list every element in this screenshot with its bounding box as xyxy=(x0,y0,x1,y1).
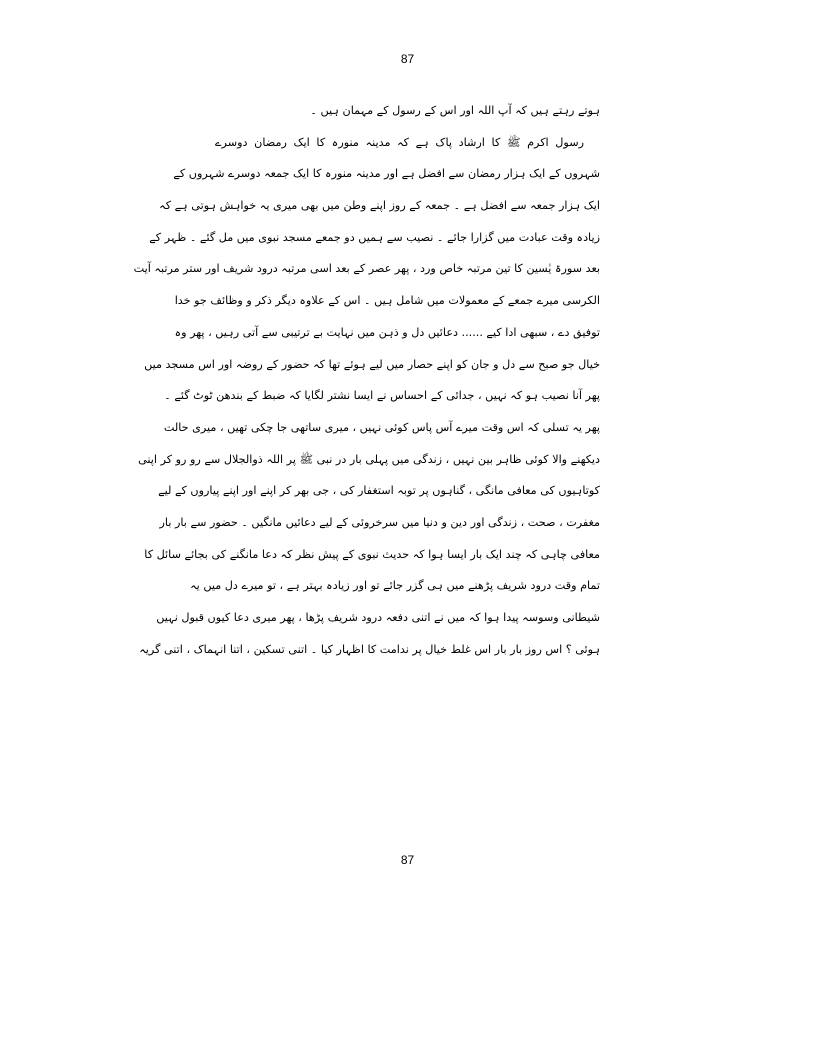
page-number-bottom: 87 xyxy=(400,853,415,867)
text-line: خیال جو صبح سے دل و جان کو اپنے حصار میں لیے ہوئے تھا کہ حضور کے روضہ اور اس مسجد میں xyxy=(144,357,600,371)
text-line: زیادہ وقت عبادت میں گزارا جائے ۔ نصیب سے ہمیں دو جمعے مسجد نبوی میں مل گئے ۔ ظہر کے xyxy=(149,230,600,244)
text-line: کوتاہیوں کی معافی مانگی ، گناہوں پر توبہ استغفار کی ، جی بھر کر اپنے اور اپنے پیاروں کے لیے xyxy=(158,484,600,498)
text-line: شہروں کے ایک ہزار رمضان سے افضل ہے اور مدینہ منورہ کا ایک جمعہ دوسرے شہروں کے xyxy=(173,167,600,181)
text-line: مغفرت ، صحت ، زندگی اور دین و دنیا میں سرخروئی کے لیے دعائیں مانگیں ۔ حضور سے بار بار xyxy=(159,515,600,529)
text-line: پھر آنا نصیب ہو کہ نہیں ، جدائی کے احساس نے ایسا نشتر لگایا کہ ضبط کے بندھن ٹوٹ گئے ۔ xyxy=(164,389,600,403)
text-line: تمام وقت درود شریف پڑھنے میں ہی گزر جائے تو اور زیادہ بہتر ہے ، تو میرے دل میں یہ xyxy=(190,579,600,593)
text-line: دیکھنے والا کوئی ظاہر بین نہیں ، زندگی میں پہلی بار در نبی ﷺ پر اللہ ذوالجلال سے رو رو کر اپنی xyxy=(138,452,600,466)
text-line: الکرسی میرے جمعے کے معمولات میں شامل ہیں ۔ اس کے علاوہ دیگر ذکر و وظائف جو خدا xyxy=(174,294,600,308)
text-line: بعد سورۃ یٰسین کا تین مرتبہ خاص ورد ، پھر عصر کے بعد اسی مرتبہ درود شریف اور ستر مرتبہ آیت xyxy=(133,262,600,276)
text-line: توفیق دے ، سبھی ادا کیے ...... دعائیں دل و ذہن میں نہایت بے ترتیبی سے آتی رہیں ، پھر وہ xyxy=(174,325,600,339)
text-line: ہوتے رہتے ہیں کہ آپ اللہ اور اس کے رسول کے مہمان ہیں ۔ xyxy=(310,104,600,117)
text-line: ہوئی ؟ اس روز بار بار اس غلط خیال پر ندامت کا اظہار کیا ۔ اتنی تسکین ، اتنا انہماک ، اتنی گریہ xyxy=(139,642,600,656)
text-line: شیطانی وسوسہ پیدا ہوا کہ میں نے اتنی دفعہ درود شریف پڑھا ، پھر میری دعا کیوں قبول نہیں xyxy=(156,611,600,624)
body-text xyxy=(133,95,600,665)
text-line: معافی چاہی کہ چند ایک بار ایسا ہوا کہ حدیث نبوی کے پیش نظر کہ دعا مانگنے کی بجائے سائل کا xyxy=(144,547,600,561)
page-number-top: 87 xyxy=(400,52,415,66)
text-line: پھر یہ تسلی کہ اس وقت میرے آس پاس کوئی نہیں ، میری ساتھی جا چکی تھیں ، میری حالت xyxy=(163,420,600,434)
text-line: رسول اکرم ﷺ کا ارشاد پاک ہے کہ مدینہ منورہ کا ایک رمضان دوسرے xyxy=(215,135,584,149)
text-line: ایک ہزار جمعہ سے افضل ہے ۔ جمعہ کے روز اپنے وطن میں بھی میری یہ خواہش ہوتی ہے کہ xyxy=(159,199,600,213)
